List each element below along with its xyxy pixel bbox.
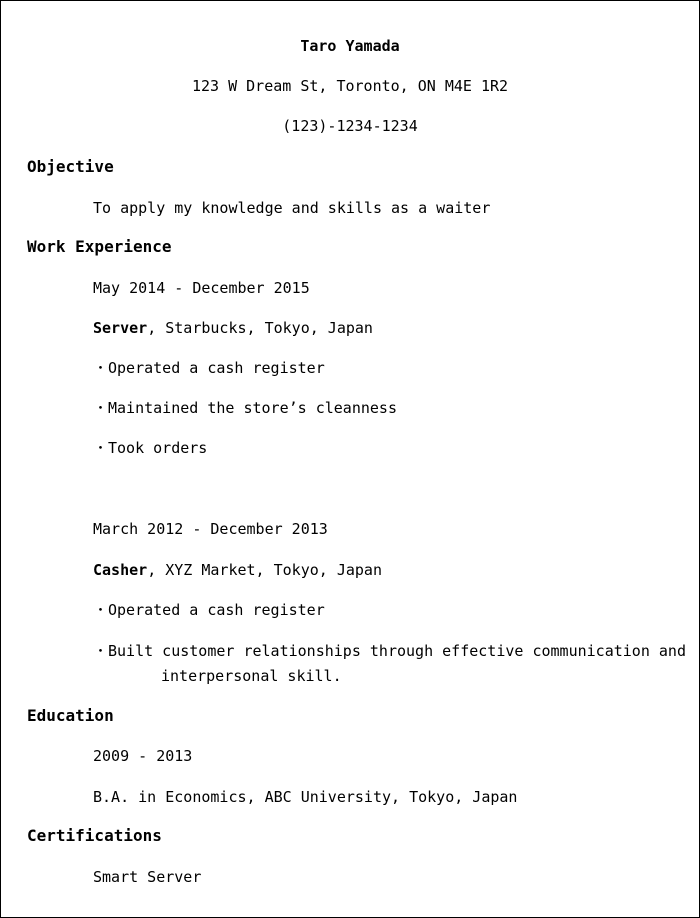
job-bullet: ・Operated a cash register [93,359,325,377]
job-bullet-continuation: interpersonal skill. [161,667,342,685]
job-dates: May 2014 - December 2015 [93,279,310,297]
certification-item: Smart Server [93,868,202,886]
education-degree: B.A. in Economics, ABC University, Tokyo, Japan [93,788,518,806]
objective-heading: Objective [27,157,114,176]
job-bullet: ・Maintained the store’s cleanness [93,399,397,417]
candidate-name: Taro Yamada [300,37,400,55]
job-title: Casher [93,561,148,579]
job-title: Server [93,319,148,337]
job-bullet: ・Took orders [93,439,208,457]
address-line: 123 W Dream St, Toronto, ON M4E 1R2 [191,77,509,95]
phone-line: (123)-1234-1234 [282,117,418,135]
objective-text: To apply my knowledge and skills as a waiter [93,199,491,217]
job-title-line [93,319,373,337]
work-experience-heading: Work Experience [27,237,172,256]
job-employer: , XYZ Market, Tokyo, Japan [147,561,382,579]
job-title-line [93,561,382,579]
certifications-heading: Certifications [27,826,162,845]
job-employer: , Starbucks, Tokyo, Japan [147,319,373,337]
education-heading: Education [27,706,114,725]
education-dates: 2009 - 2013 [93,747,193,765]
job-bullet: ・Built customer relationships through effective communication and [93,642,686,660]
job-bullet: ・Operated a cash register [93,601,325,619]
job-dates: March 2012 - December 2013 [93,520,328,538]
